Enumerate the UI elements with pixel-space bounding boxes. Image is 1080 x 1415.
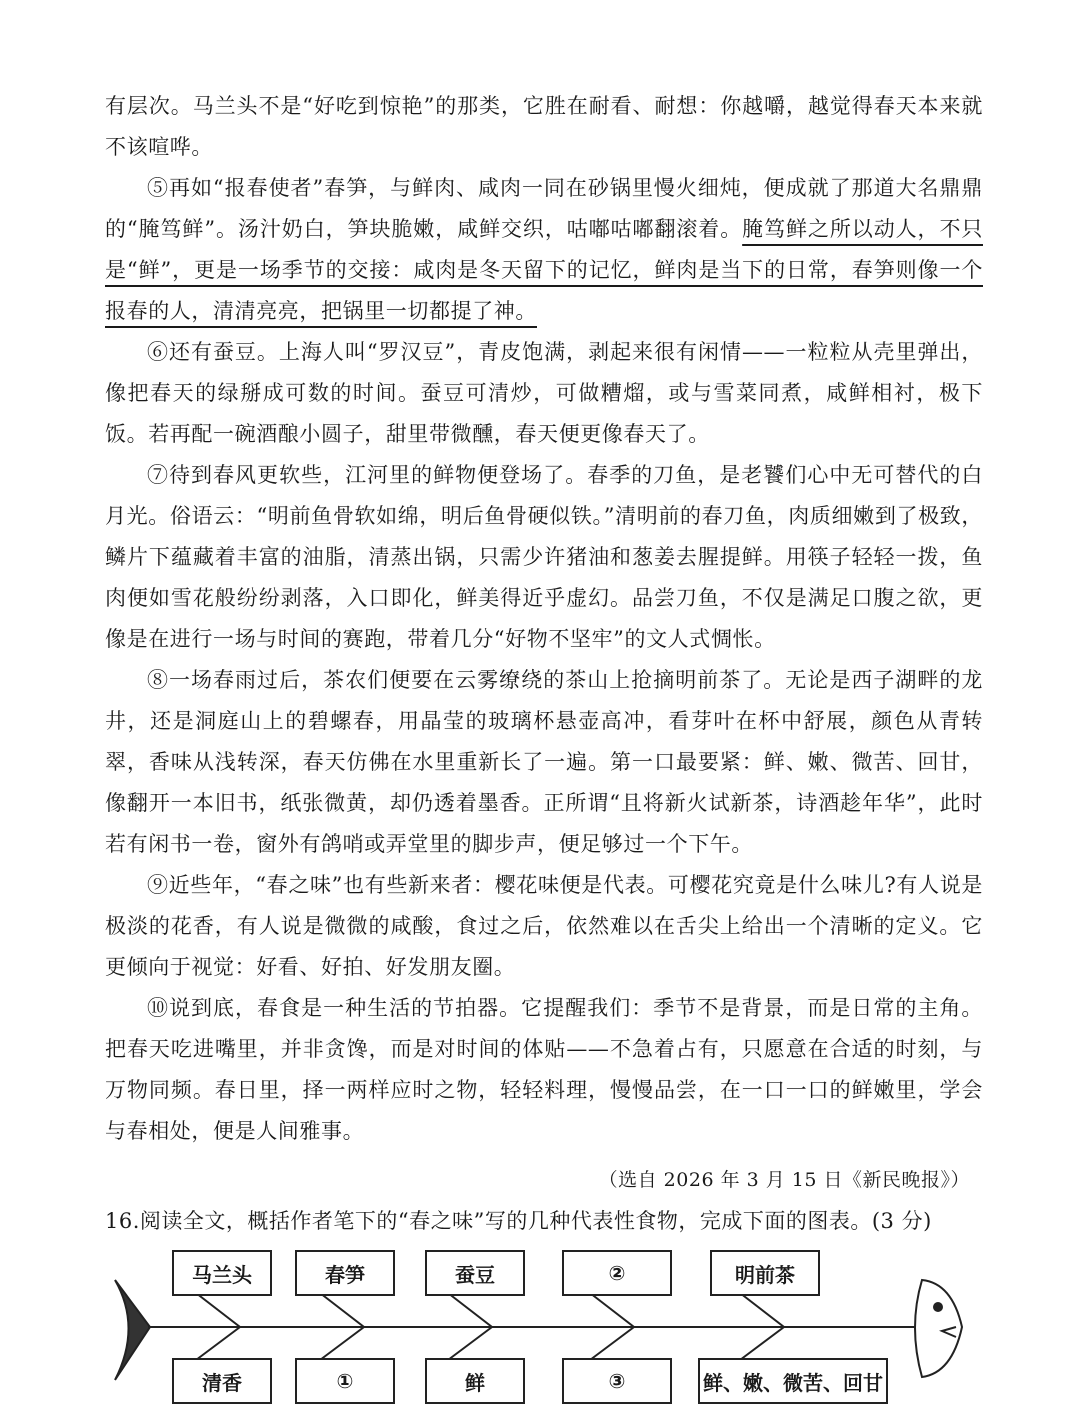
paragraph-10: ⑩说到底，春食是一种生活的节拍器。它提醒我们：季节不是背景，而是日常的主角。把春天吃进嘴里，并非贪馋，而是对时间的体贴——不急着占有，只愿意在合适的时刻，与万物同频。春日里，择一两样应时之物，轻轻料理，慢慢品尝，在一口一口的鲜嫩里，学会与春相处，便是人间雅事。: [105, 996, 983, 1143]
top-box-5: 明前茶: [710, 1250, 820, 1296]
top-box-3: 蚕豆: [425, 1250, 525, 1296]
paragraph-5-text: ⑤再如“报春使者”春笋，与鲜肉、咸肉一同在砂锅里慢火细炖，便成就了那道大名鼎鼎的“腌笃鲜”。汤汁奶白，笋块脆嫩，咸鲜交织，咕嘟咕嘟翻滚着。: [105, 176, 983, 241]
top-box-blank-2[interactable]: ②: [562, 1250, 672, 1296]
paragraph-8: ⑧一场春雨过后，茶农们便要在云雾缭绕的茶山上抢摘明前茶了。无论是西子湖畔的龙井，还是洞庭山上的碧螺春，用晶莹的玻璃杯悬壶高冲，看芽叶在杯中舒展，颜色从青转翠，香味从浅转深，春天仿佛在水里重新长了一遍。第一口最要紧：鲜、嫩、微苦、回甘，像翻开一本旧书，纸张微黄，却仍透着墨香。正所谓“且将新火试新茶，诗酒趁年华”，此时若有闲书一卷，窗外有鸽哨或弄堂里的脚步声，便足够过一个下午。: [105, 668, 983, 856]
article-body: [105, 86, 983, 1152]
paragraph-4-end: 有层次。马兰头不是“好吃到惊艳”的那类，它胜在耐看、耐想：你越嚼，越觉得春天本来就不该喧哗。: [105, 94, 983, 159]
paragraph-5: [105, 168, 983, 332]
paragraph-6: ⑥还有蚕豆。上海人叫“罗汉豆”，青皮饱满，剥起来很有闲情——一粒粒从壳里弹出，像把春天的绿掰成可数的时间。蚕豆可清炒，可做糟熘，或与雪菜同煮，咸鲜相衬，极下饭。若再配一碗酒酿小圆子，甜里带微醺，春天便更像春天了。: [105, 340, 983, 446]
top-box-2: 春笋: [295, 1250, 395, 1296]
fish-head: [915, 1280, 962, 1377]
bottom-box-1: 清香: [172, 1358, 272, 1404]
bottom-box-blank-1[interactable]: ①: [295, 1358, 395, 1404]
top-box-1: 马兰头: [172, 1250, 272, 1296]
paragraph-7: ⑦待到春风更软些，江河里的鲜物便登场了。春季的刀鱼，是老饕们心中无可替代的白月光。俗语云：“明前鱼骨软如绵，明后鱼骨硬似铁。”清明前的春刀鱼，肉质细嫩到了极致，鳞片下蕴藏着丰富的油脂，清蒸出锅，只需少许猪油和葱姜去腥提鲜。用筷子轻轻一拨，鱼肉便如雪花般纷纷剥落，入口即化，鲜美得近乎虚幻。品尝刀鱼，不仅是满足口腹之欲，更像是在进行一场与时间的赛跑，带着几分“好物不坚牢”的文人式惆怅。: [105, 463, 983, 651]
bottom-box-3: 鲜: [425, 1358, 525, 1404]
paragraph-9: ⑨近些年，“春之味”也有些新来者：樱花味便是代表。可樱花究竟是什么味儿?有人说是极淡的花香，有人说是微微的咸酸，食过之后，依然难以在舌尖上给出一个清晰的定义。它更倾向于视觉：好看、好拍、好发朋友圈。: [105, 873, 983, 979]
bottom-box-5: 鲜、嫩、微苦、回甘: [698, 1358, 888, 1404]
bottom-box-blank-3[interactable]: ③: [562, 1358, 672, 1404]
question-16: 16.阅读全文，概括作者笔下的“春之味”写的几种代表性食物，完成下面的图表。(3 分): [105, 1209, 932, 1233]
fishbone-diagram: [110, 1245, 972, 1415]
fish-eye: [933, 1302, 943, 1312]
fish-tail: [115, 1280, 150, 1380]
underlined-sentence: 腌笃鲜之所以动人，不只是“鲜”，更是一场季节的交接：咸肉是冬天留下的记忆，鲜肉是当下的日常，春笋则像一个报春的人，清清亮亮，把锅里一切都提了神。: [105, 217, 983, 323]
article-source: （选自 2026 年 3 月 15 日《新民晚报》）: [598, 1169, 970, 1191]
